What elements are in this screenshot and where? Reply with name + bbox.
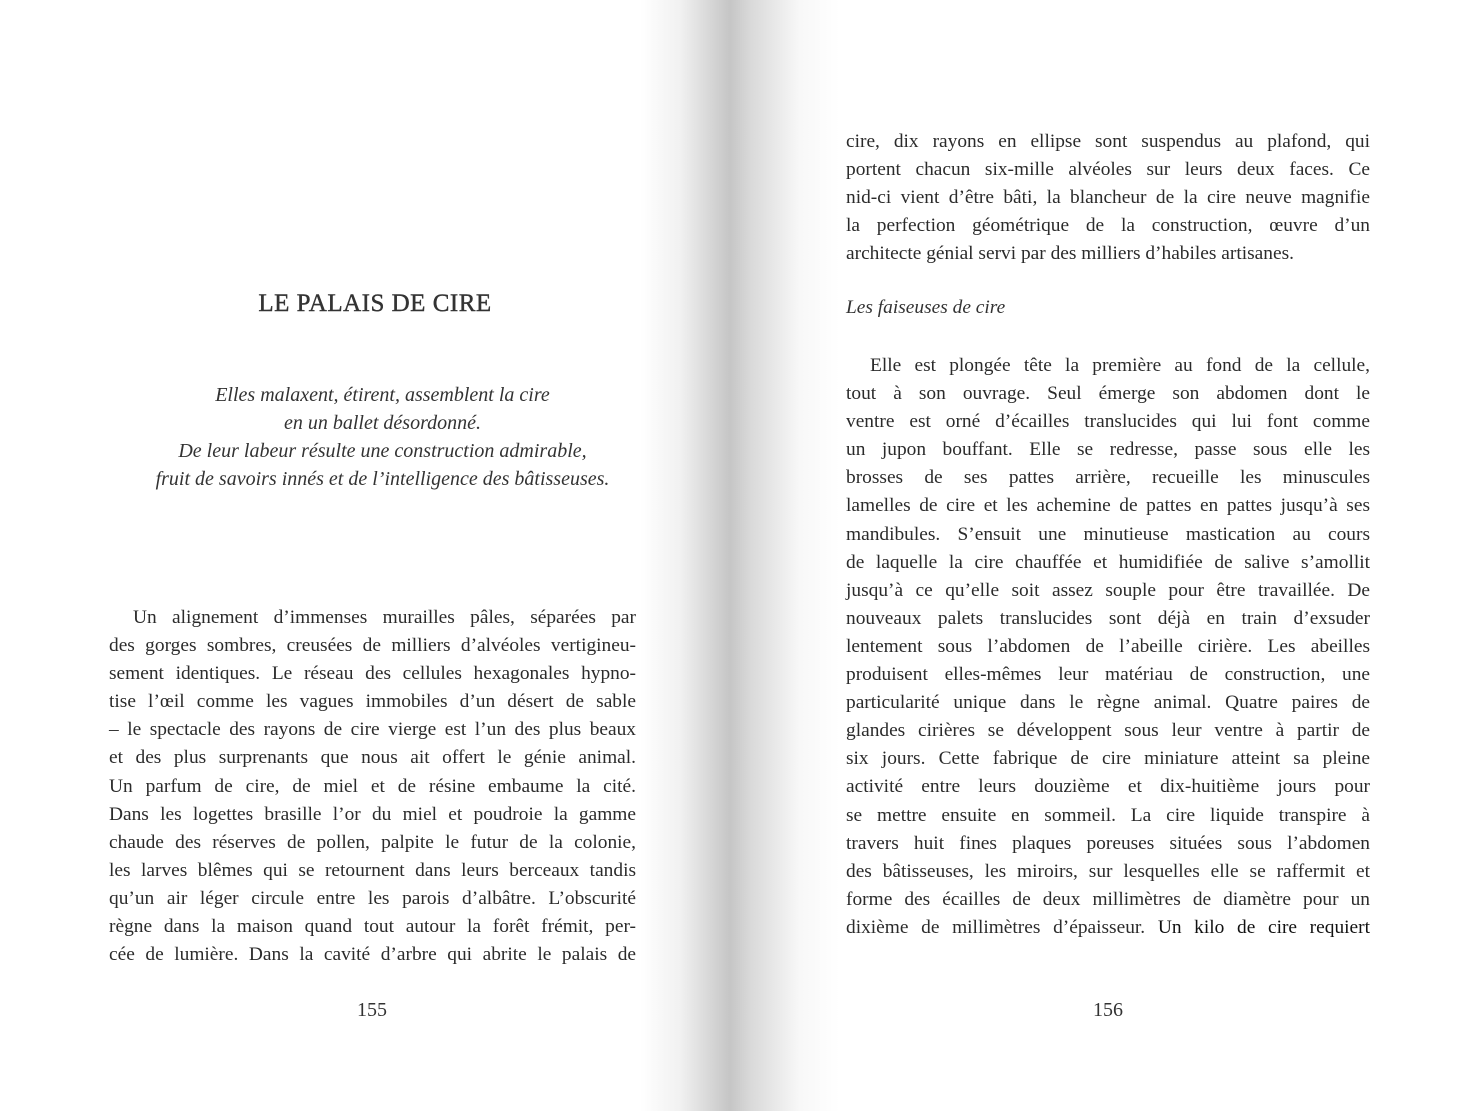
text-line: nouveaux palets translucides sont déjà en train d’exsuder — [846, 607, 1370, 629]
text-line: règne dans la maison quand tout autour la forêt frémit, per- — [109, 916, 636, 938]
text-line: sement identiques. Le réseau des cellules hexagonales hypno- — [109, 663, 636, 685]
text-line: activité entre leurs douzième et dix-huitième jours pour — [846, 776, 1370, 798]
text-line: et des plus surprenants que nous ait offert le génie animal. — [109, 747, 636, 769]
text-line: les larves blêmes qui se retournent dans leurs berceaux tandis — [109, 859, 636, 881]
text-line: mandibules. S’ensuit une minutieuse mastication au cours — [846, 523, 1370, 545]
text-line: tout à son ouvrage. Seul émerge son abdomen dont le — [846, 383, 1370, 405]
text-line: glandes cirières se développent sous leur ventre à partir de — [846, 720, 1370, 742]
text-line: six jours. Cette fabrique de cire miniature atteint sa pleine — [846, 748, 1370, 770]
text-line: particularité unique dans le règne animal. Quatre paires de — [846, 692, 1370, 714]
text-line: nid-ci vient d’être bâti, la blancheur de la cire neuve magnifie — [846, 187, 1370, 209]
text-line: qu’un air léger circule entre les parois d’albâtre. L’obscurité — [109, 887, 636, 909]
text-line: – le spectacle des rayons de cire vierge est l’un des plus beaux — [109, 719, 636, 741]
text-line-start: dixième de millimètres d’épaisseur. — [846, 916, 1158, 938]
text-line-final — [846, 914, 1370, 942]
text-line: la perfection géométrique de la construction, œuvre d’un — [846, 215, 1370, 237]
text-line: cire, dix rayons en ellipse sont suspendus au plafond, qui — [846, 131, 1370, 152]
text-line: cée de lumière. Dans la cavité d’arbre qui abrite le palais de — [109, 944, 636, 966]
text-line: Dans les logettes brasille l’or du miel et poudroie la gamme — [109, 803, 636, 825]
text-line: Un alignement d’immenses murailles pâles, séparées par — [133, 607, 636, 628]
text-line: portent chacun six-mille alvéoles sur leurs deux faces. Ce — [846, 159, 1370, 181]
text-line: de laquelle la cire chauffée et humidifiée de salive s’amollit — [846, 551, 1370, 573]
page-number: 155 — [357, 999, 387, 1021]
right-page — [740, 0, 1478, 1111]
epigraph — [110, 381, 655, 493]
text-line: un jupon bouffant. Elle se redresse, passe sous elle les — [846, 439, 1370, 461]
epigraph-line: en un ballet désordonné. — [283, 412, 481, 434]
text-line: Elle est plongée tête la première au fond de la cellule, — [870, 355, 1370, 376]
section-heading: Les faiseuses de cire — [846, 297, 1006, 318]
text-line: travers huit fines plaques poreuses situées sous l’abdomen — [846, 832, 1370, 854]
text-line: jusqu’à ce qu’elle soit assez souple pour être travaillée. De — [846, 579, 1370, 601]
text-line: chaude des réserves de pollen, palpite le futur de la colonie, — [109, 831, 636, 853]
epigraph-line: Elles malaxent, étirent, assemblent la cire — [215, 384, 550, 406]
text-line: tise l’œil comme les vagues immobiles d’un désert de sable — [109, 691, 636, 713]
text-line-end: Un kilo de cire requiert — [1157, 916, 1370, 938]
right-continuation-paragraph — [846, 128, 1370, 268]
text-line: architecte génial servi par des milliers d’habiles artisanes. — [846, 243, 1294, 265]
text-line: lentement sous l’abdomen de l’abeille cirière. Les abeilles — [846, 635, 1370, 657]
text-line: se mettre ensuite en sommeil. La cire liquide transpire à — [846, 804, 1370, 826]
text-line: Un parfum de cire, de miel et de résine embaume la cité. — [109, 775, 636, 797]
chapter-title: LE PALAIS DE CIRE — [258, 290, 492, 317]
text-line: des bâtisseuses, les miroirs, sur lesquelles elle se raffermit et — [846, 860, 1370, 882]
epigraph-line: De leur labeur résulte une construction admirable, — [178, 440, 587, 462]
text-line: des gorges sombres, creusées de milliers d’alvéoles vertigineu- — [109, 635, 636, 657]
text-line: forme des écailles de deux millimètres de diamètre pour un — [846, 888, 1370, 910]
text-line: lamelles de cire et les achemine de pattes en pattes jusqu’à ses — [846, 495, 1370, 517]
text-line: produisent elles-mêmes leur matériau de construction, une — [846, 664, 1370, 686]
page-number: 156 — [1093, 999, 1123, 1021]
text-line: brosses de ses pattes arrière, recueille les minuscules — [846, 467, 1370, 489]
epigraph-line: fruit de savoirs innés et de l’intelligence des bâtisseuses. — [155, 468, 610, 490]
left-body-paragraph — [109, 604, 636, 969]
right-body-paragraph — [846, 352, 1370, 942]
text-line: ventre est orné d’écailles translucides qui lui font comme — [846, 411, 1370, 433]
